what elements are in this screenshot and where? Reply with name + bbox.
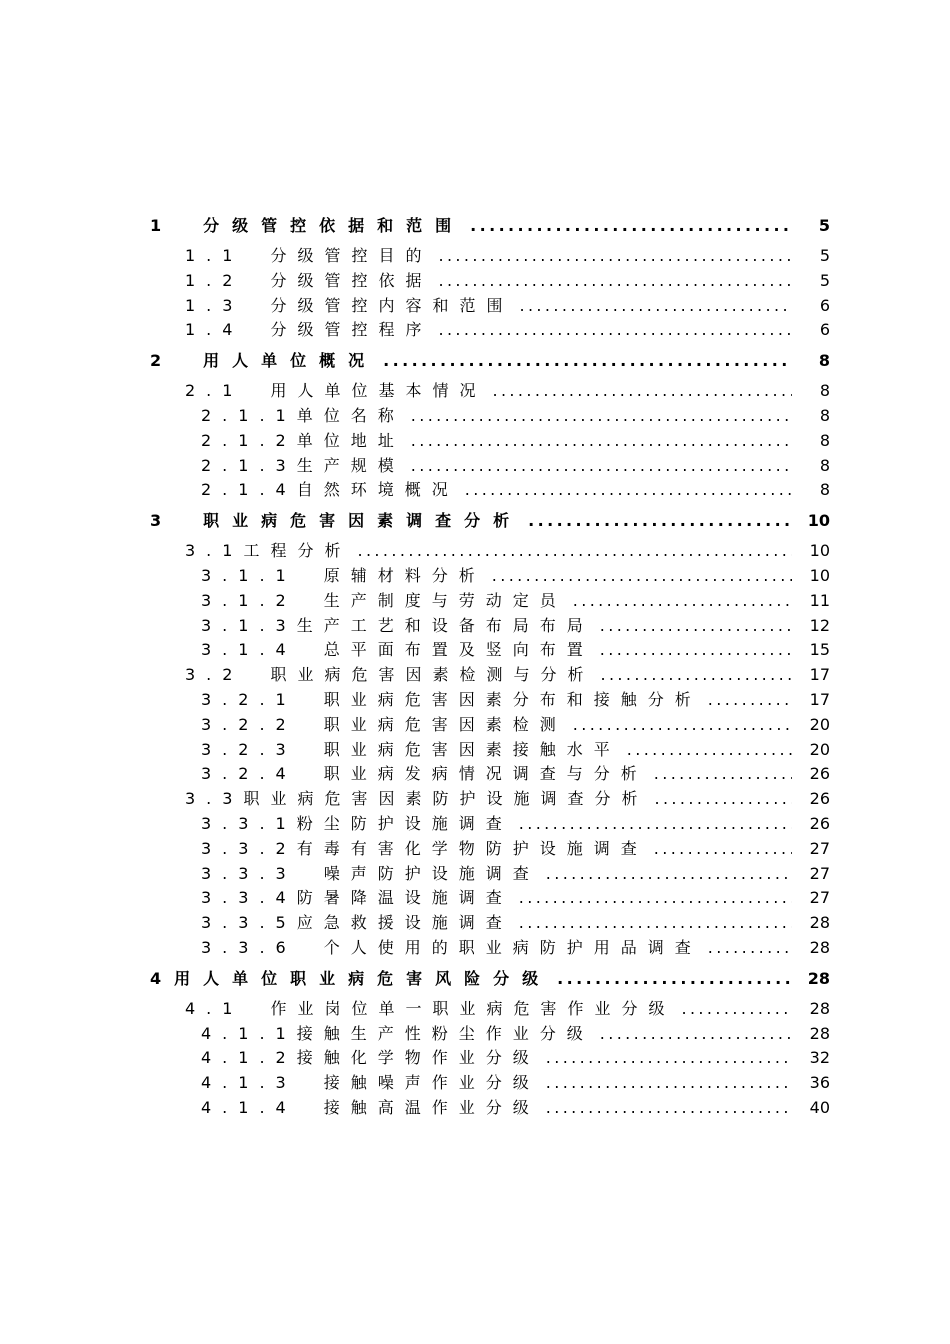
toc-dot-leader bbox=[546, 862, 792, 887]
toc-entry-title: 3 职业病危害因素调查分析 bbox=[150, 511, 523, 531]
toc-page-number: 27 bbox=[809, 838, 830, 858]
toc-entry-level-1[interactable] bbox=[150, 212, 830, 239]
toc-dot-leader bbox=[411, 429, 792, 454]
toc-page-number: 12 bbox=[809, 615, 830, 635]
toc-entry-level-3[interactable] bbox=[150, 638, 830, 663]
toc-entry-title: 3.3.3 噪声防护设施调查 bbox=[201, 863, 540, 883]
toc-dot-leader bbox=[411, 404, 792, 429]
toc-dot-leader bbox=[627, 738, 792, 763]
toc-page-number: 10 bbox=[809, 565, 830, 585]
table-of-contents bbox=[150, 210, 830, 1121]
toc-entry-level-1[interactable] bbox=[150, 965, 830, 992]
toc-entry-title: 3.3.2有毒有害化学物防护设施调查 bbox=[201, 838, 648, 858]
toc-entry-title: 3.1.2 生产制度与劳动定员 bbox=[201, 590, 567, 610]
toc-page-number: 28 bbox=[807, 968, 830, 988]
toc-entry-title: 3.1.4 总平面布置及竖向布置 bbox=[201, 640, 594, 660]
toc-entry-level-3[interactable] bbox=[150, 454, 830, 479]
toc-entry-title: 4.1.2接触化学物作业分级 bbox=[201, 1048, 540, 1068]
toc-entry-title: 1 分级管控依据和范围 bbox=[150, 216, 465, 235]
toc-entry-level-3[interactable] bbox=[150, 688, 830, 713]
toc-entry-level-3[interactable] bbox=[150, 1022, 830, 1047]
toc-page-number: 10 bbox=[809, 541, 830, 561]
toc-dot-leader bbox=[708, 936, 792, 961]
toc-entry-level-2[interactable] bbox=[150, 269, 830, 294]
toc-page-number: 8 bbox=[819, 405, 830, 425]
toc-page-number: 8 bbox=[818, 351, 830, 371]
toc-entry-title: 4用人单位职业病危害风险分级 bbox=[150, 968, 552, 988]
toc-page-number: 8 bbox=[819, 455, 830, 475]
toc-dot-leader bbox=[546, 1046, 792, 1071]
toc-dot-leader bbox=[411, 454, 792, 479]
toc-entry-title: 1.2 分级管控依据 bbox=[185, 270, 433, 290]
toc-dot-leader bbox=[492, 564, 792, 589]
toc-entry-title: 4.1 作业岗位单一职业病危害作业分级 bbox=[185, 998, 676, 1018]
toc-dot-leader bbox=[600, 638, 792, 663]
toc-page-number: 17 bbox=[809, 689, 830, 709]
toc-entry-title: 3.3.1粉尘防护设施调查 bbox=[201, 813, 513, 833]
toc-page-number: 27 bbox=[809, 888, 830, 908]
toc-entry-title: 3.2.2 职业病危害因素检测 bbox=[201, 714, 567, 734]
toc-entry-level-3[interactable] bbox=[150, 862, 830, 887]
toc-dot-leader bbox=[470, 212, 792, 239]
toc-entry-level-3[interactable] bbox=[150, 738, 830, 763]
toc-entry-title: 3.3职业病危害因素防护设施调查分析 bbox=[185, 789, 649, 809]
toc-page-number: 8 bbox=[819, 381, 830, 401]
toc-entry-level-3[interactable] bbox=[150, 1046, 830, 1071]
toc-page-number: 26 bbox=[809, 813, 830, 833]
toc-entry-title: 1.1 分级管控目的 bbox=[185, 246, 433, 265]
toc-dot-leader bbox=[573, 713, 792, 738]
toc-dot-leader bbox=[557, 965, 792, 992]
toc-entry-title: 4.1.4 接触高温作业分级 bbox=[201, 1097, 540, 1117]
toc-dot-leader bbox=[438, 269, 792, 294]
toc-entry-title: 3.1.1 原辅材料分析 bbox=[201, 565, 486, 585]
toc-page-number: 5 bbox=[819, 246, 830, 265]
toc-dot-leader bbox=[573, 589, 792, 614]
toc-dot-leader bbox=[546, 1071, 792, 1096]
toc-dot-leader bbox=[438, 244, 792, 269]
toc-page-number: 5 bbox=[818, 216, 830, 235]
toc-entry-title: 4.1.1接触生产性粉尘作业分级 bbox=[201, 1023, 594, 1043]
toc-entry-title: 2 用人单位概况 bbox=[150, 351, 378, 371]
toc-dot-leader bbox=[519, 294, 792, 319]
toc-page-number: 26 bbox=[809, 789, 830, 809]
toc-page-number: 6 bbox=[819, 320, 830, 340]
toc-entry-level-3[interactable] bbox=[150, 837, 830, 862]
toc-dot-leader bbox=[708, 688, 792, 713]
toc-dot-leader bbox=[600, 663, 792, 688]
toc-entry-title: 2.1 用人单位基本情况 bbox=[185, 381, 487, 401]
toc-dot-leader bbox=[357, 539, 792, 564]
toc-page-number: 27 bbox=[809, 863, 830, 883]
toc-entry-level-1[interactable] bbox=[150, 507, 830, 534]
toc-entry-title: 3.1工程分析 bbox=[185, 541, 352, 561]
toc-dot-leader bbox=[654, 837, 792, 862]
toc-entry-title: 2.1.2单位地址 bbox=[201, 430, 405, 450]
toc-page-number: 28 bbox=[809, 998, 830, 1018]
toc-dot-leader bbox=[546, 1096, 792, 1121]
toc-entry-title: 3.3.5应急救援设施调查 bbox=[201, 913, 513, 933]
toc-entry-level-3[interactable] bbox=[150, 429, 830, 454]
toc-entry-title: 3.1.3生产工艺和设备布局布局 bbox=[201, 615, 594, 635]
toc-page-number: 28 bbox=[809, 937, 830, 957]
toc-dot-leader bbox=[465, 478, 792, 503]
toc-dot-leader bbox=[681, 997, 792, 1022]
toc-entry-level-3[interactable] bbox=[150, 564, 830, 589]
toc-entry-level-2[interactable] bbox=[150, 663, 830, 688]
toc-entry-title: 3.2.1 职业病危害因素分布和接触分析 bbox=[201, 689, 702, 709]
toc-dot-leader bbox=[492, 379, 792, 404]
toc-page-number: 32 bbox=[809, 1048, 830, 1068]
toc-entry-level-2[interactable] bbox=[150, 997, 830, 1022]
toc-page-number: 17 bbox=[809, 665, 830, 685]
toc-page-number: 20 bbox=[809, 739, 830, 759]
toc-page-number: 11 bbox=[809, 590, 830, 610]
toc-entry-level-3[interactable] bbox=[150, 1071, 830, 1096]
toc-page-number: 28 bbox=[809, 913, 830, 933]
toc-entry-level-2[interactable] bbox=[150, 379, 830, 404]
toc-entry-level-3[interactable] bbox=[150, 911, 830, 936]
toc-entry-title: 3.3.6 个人使用的职业病防护用品调查 bbox=[201, 937, 702, 957]
toc-entry-title: 1.4 分级管控程序 bbox=[185, 320, 433, 340]
toc-page-number: 5 bbox=[819, 270, 830, 290]
toc-entry-level-3[interactable] bbox=[150, 614, 830, 639]
toc-dot-leader bbox=[654, 762, 792, 787]
toc-dot-leader bbox=[519, 911, 792, 936]
toc-entry-level-3[interactable] bbox=[150, 1096, 830, 1121]
toc-dot-leader bbox=[438, 318, 792, 343]
toc-entry-title: 1.3 分级管控内容和范围 bbox=[185, 295, 514, 315]
toc-dot-leader bbox=[519, 812, 792, 837]
toc-page-number: 20 bbox=[809, 714, 830, 734]
toc-page-number: 10 bbox=[807, 511, 830, 531]
toc-page-number: 40 bbox=[809, 1097, 830, 1117]
toc-page-number: 26 bbox=[809, 764, 830, 784]
toc-dot-leader bbox=[383, 347, 792, 374]
toc-page-number: 15 bbox=[809, 640, 830, 660]
toc-entry-title: 2.1.1单位名称 bbox=[201, 405, 405, 425]
toc-entry-level-2[interactable] bbox=[150, 539, 830, 564]
toc-entry-level-2[interactable] bbox=[150, 294, 830, 319]
toc-entry-level-3[interactable] bbox=[150, 812, 830, 837]
toc-entry-level-1[interactable] bbox=[150, 347, 830, 374]
toc-entry-level-2[interactable] bbox=[150, 787, 830, 812]
toc-entry-level-2[interactable] bbox=[150, 318, 830, 343]
toc-entry-level-3[interactable] bbox=[150, 589, 830, 614]
toc-entry-level-3[interactable] bbox=[150, 886, 830, 911]
toc-page-number: 6 bbox=[819, 295, 830, 315]
toc-page-number: 28 bbox=[809, 1023, 830, 1043]
toc-entry-title: 3.2.3 职业病危害因素接触水平 bbox=[201, 739, 621, 759]
toc-entry-title: 3.3.4防暑降温设施调查 bbox=[201, 888, 513, 908]
toc-entry-title: 4.1.3 接触噪声作业分级 bbox=[201, 1073, 540, 1093]
toc-page-number: 36 bbox=[809, 1073, 830, 1093]
toc-entry-level-3[interactable] bbox=[150, 404, 830, 429]
toc-entry-title: 2.1.3生产规模 bbox=[201, 455, 405, 475]
toc-dot-leader bbox=[600, 1022, 792, 1047]
toc-page-number: 8 bbox=[819, 430, 830, 450]
toc-dot-leader bbox=[600, 614, 792, 639]
toc-entry-level-3[interactable] bbox=[150, 713, 830, 738]
toc-entry-title: 3.2 职业病危害因素检测与分析 bbox=[185, 665, 595, 685]
toc-entry-level-3[interactable] bbox=[150, 478, 830, 503]
toc-dot-leader bbox=[519, 886, 792, 911]
toc-dot-leader bbox=[528, 507, 792, 534]
toc-entry-title: 2.1.4自然环境概况 bbox=[201, 480, 459, 500]
toc-entry-level-3[interactable] bbox=[150, 936, 830, 961]
toc-dot-leader bbox=[654, 787, 792, 812]
toc-entry-level-3[interactable] bbox=[150, 762, 830, 787]
toc-entry-title: 3.2.4 职业病发病情况调查与分析 bbox=[201, 764, 648, 784]
toc-page-number: 8 bbox=[819, 480, 830, 500]
toc-entry-level-2[interactable] bbox=[150, 244, 830, 269]
